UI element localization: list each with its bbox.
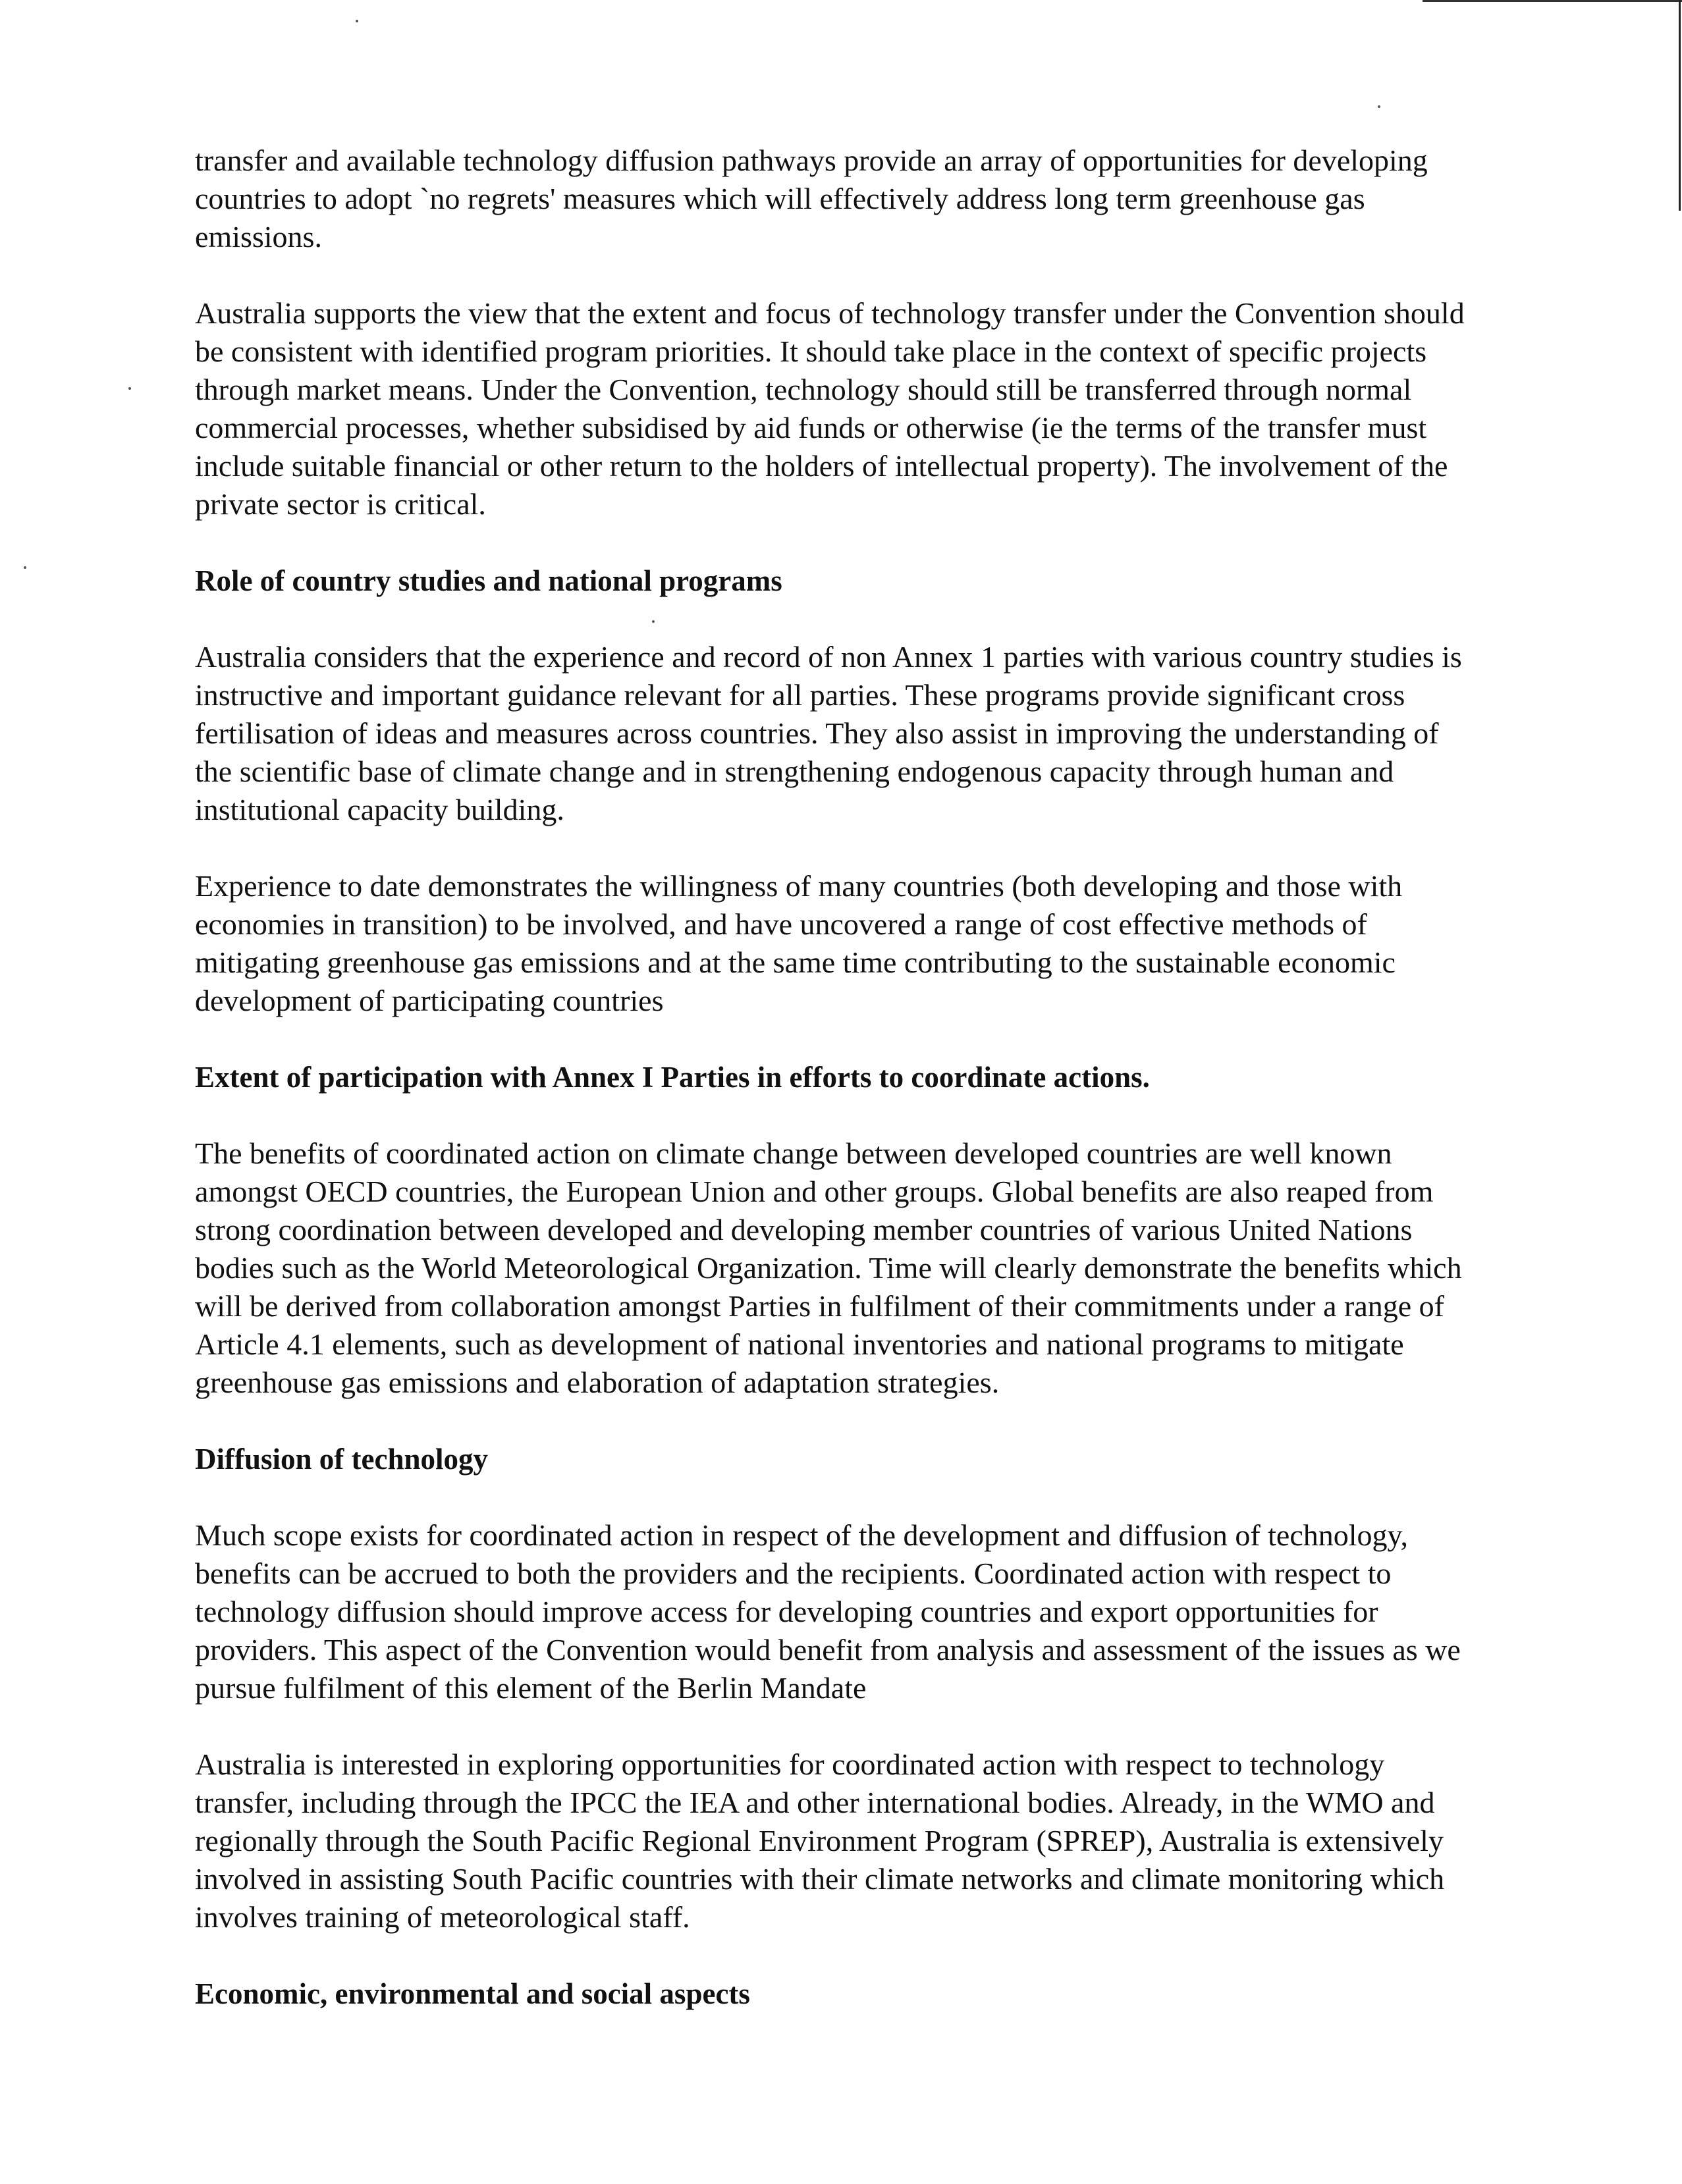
section-heading: Economic, environmental and social aspects xyxy=(195,1977,750,2010)
scan-speck xyxy=(24,566,26,569)
scan-edge-right xyxy=(1679,0,1681,211)
section-annex-participation xyxy=(195,1058,1479,1402)
paragraph: transfer and available technology diffusion pathways provide an array of opportunities for developing countries to adopt `no regrets' measures which will effectively address long term greenhouse gas emissions. xyxy=(195,144,1428,253)
scan-speck xyxy=(128,387,131,390)
paragraph: Australia supports the view that the extent and focus of technology transfer under the Convention should be consistent with identified program priorities. It should take place in the context of specific projects through market means. Under the Convention, technology should still be transferred through normal commercial processes, whether subsidised by aid funds or otherwise (ie the terms of the transfer must include suitable financial or other return to the holders of intellectual property). The involvement of the private sector is critical. xyxy=(195,296,1465,521)
section-country-studies xyxy=(195,562,1479,1020)
section-heading: Role of country studies and national programs xyxy=(195,564,782,597)
document-body xyxy=(195,142,1479,2051)
section-intro xyxy=(195,142,1479,523)
paragraph: Much scope exists for coordinated action in respect of the development and diffusion of technology, benefits can be accrued to both the providers and the recipients. Coordinated action with respect to technology diffusion should improve access for developing countries and export opportunities for providers. This aspect of the Convention would benefit from analysis and assessment of the issues as we pursue fulfilment of this element of the Berlin Mandate xyxy=(195,1518,1461,1705)
scan-edge-top xyxy=(1423,0,1682,2)
section-heading: Diffusion of technology xyxy=(195,1443,489,1476)
section-economic-aspects xyxy=(195,1975,1479,2013)
paragraph: The benefits of coordinated action on climate change between developed countries are well known amongst OECD countries, the European Union and other groups. Global benefits are also reaped from strong coordination between developed and developing member countries of various United Nations bodies such as the World Meteorological Organization. Time will clearly demonstrate the benefits which will be derived from collaboration amongst Parties in fulfilment of their commitments under a range of Article 4.1 elements, such as development of national inventories and national programs to mitigate greenhouse gas emissions and elaboration of adaptation strategies. xyxy=(195,1136,1462,1399)
section-heading: Extent of participation with Annex I Parties in efforts to coordinate actions. xyxy=(195,1061,1150,1094)
section-diffusion-of-technology xyxy=(195,1440,1479,1936)
scan-speck xyxy=(356,20,358,22)
paragraph: Experience to date demonstrates the willingness of many countries (both developing and those with economies in transition) to be involved, and have uncovered a range of cost effective methods of mitigating greenhouse gas emissions and at the same time contributing to the sustainable economic development of participating countries xyxy=(195,869,1403,1017)
paragraph: Australia considers that the experience and record of non Annex 1 parties with various country studies is instructive and important guidance relevant for all parties. These programs provide significant cross fertilisation of ideas and measures across countries. They also assist in improving the understanding of the scientific base of climate change and in strengthening endogenous capacity through human and institutional capacity building. xyxy=(195,640,1462,826)
scan-speck xyxy=(1378,105,1380,108)
paragraph: Australia is interested in exploring opportunities for coordinated action with respect to technology transfer, including through the IPCC the IEA and other international bodies. Already, in the WMO and regionally through the South Pacific Regional Environment Program (SPREP), Australia is extensively involved in assisting South Pacific countries with their climate networks and climate monitoring which involves training of meteorological staff. xyxy=(195,1747,1445,1934)
